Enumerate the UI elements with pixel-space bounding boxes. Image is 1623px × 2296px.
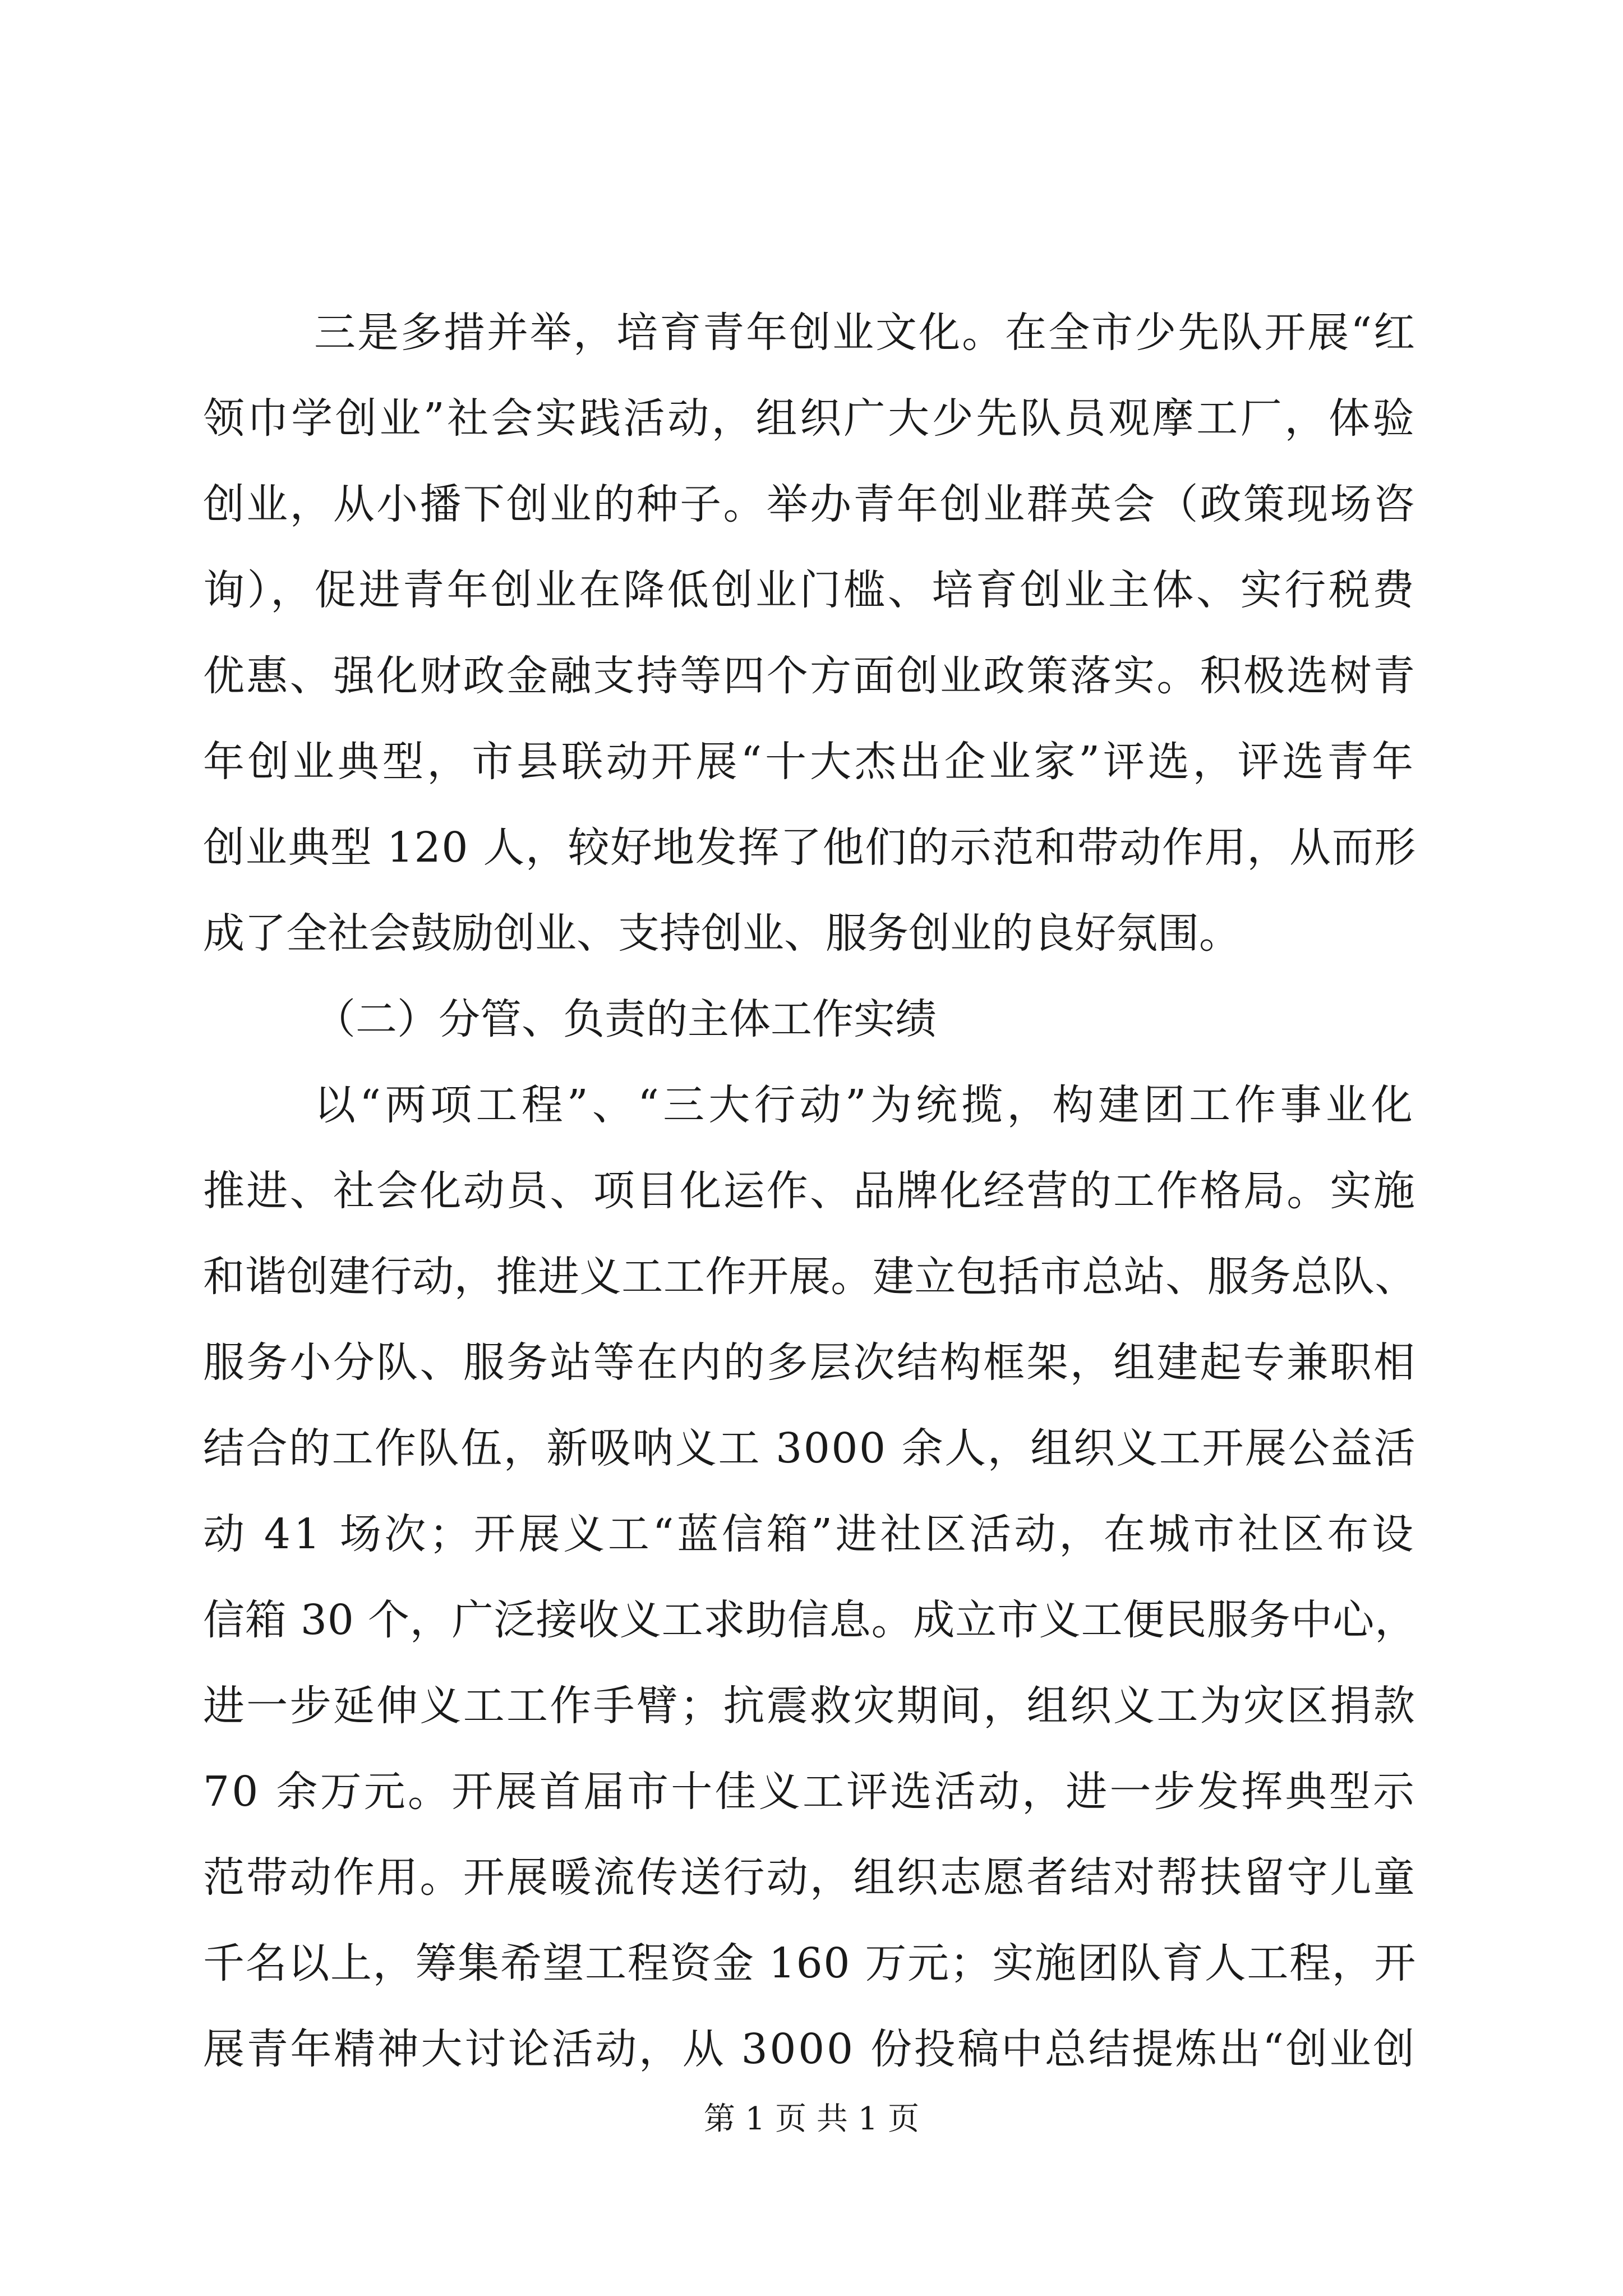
text-line: 成了全社会鼓励创业、支持创业、服务创业的良好氛围。 bbox=[203, 909, 1241, 958]
text-line: 和谐创建行动，推进义工工作开展。建立包括市总站、服务总队、 bbox=[203, 1253, 1417, 1301]
text-line: 70 余万元。开展首届市十佳义工评选活动，进一步发挥典型示 bbox=[203, 1768, 1417, 1816]
text-line: 推进、社会化动员、项目化运作、品牌化经营的工作格局。实施 bbox=[203, 1167, 1417, 1215]
text-line: 领巾学创业”社会实践活动，组织广大少先队员观摩工厂，体验 bbox=[203, 394, 1417, 443]
page-footer: 第 1 页 共 1 页 bbox=[703, 2101, 920, 2137]
text-line: 创业，从小播下创业的种子。举办青年创业群英会（政策现场咨 bbox=[203, 480, 1417, 528]
paragraph-line bbox=[0, 471, 1623, 538]
paragraph-line bbox=[0, 642, 1623, 710]
text-line: 信箱 30 个，广泛接收义工求助信息。成立市义工便民服务中心， bbox=[203, 1596, 1417, 1644]
text-line: 优惠、强化财政金融支持等四个方面创业政策落实。积极选树青 bbox=[203, 652, 1417, 700]
paragraph-line bbox=[0, 1672, 1623, 1740]
paragraph-line bbox=[0, 900, 1623, 967]
paragraph-line bbox=[0, 556, 1623, 624]
text-line: 创业典型 120 人，较好地发挥了他们的示范和带动作用，从而形 bbox=[203, 823, 1417, 872]
heading-text: （二）分管、负责的主体工作实绩 bbox=[314, 995, 937, 1043]
text-line: 三是多措并举，培育青年创业文化。在全市少先队开展“红 bbox=[314, 309, 1417, 357]
paragraph-line bbox=[0, 1329, 1623, 1396]
section-heading bbox=[0, 986, 1623, 1053]
text-line: 服务小分队、服务站等在内的多层次结构框架，组建起专兼职相 bbox=[203, 1338, 1417, 1387]
paragraph-line bbox=[0, 1844, 1623, 1911]
paragraph-line bbox=[0, 728, 1623, 795]
paragraph-line bbox=[0, 1415, 1623, 1482]
paragraph-line bbox=[0, 299, 1623, 366]
paragraph-line bbox=[0, 1501, 1623, 1568]
paragraph-line bbox=[0, 1157, 1623, 1225]
paragraph-line bbox=[0, 1243, 1623, 1310]
paragraph-line bbox=[0, 385, 1623, 452]
text-line: 结合的工作队伍，新吸呐义工 3000 余人，组织义工开展公益活 bbox=[203, 1424, 1417, 1473]
text-line: 年创业典型，市县联动开展“十大杰出企业家”评选，评选青年 bbox=[203, 738, 1417, 786]
text-line: 进一步延伸义工工作手臂；抗震救灾期间，组织义工为灾区捐款 bbox=[203, 1682, 1417, 1730]
text-line: 询），促进青年创业在降低创业门槛、培育创业主体、实行税费 bbox=[203, 566, 1417, 614]
text-line: 展青年精神大讨论活动，从 3000 份投稿中总结提炼出“创业创 bbox=[203, 2025, 1417, 2073]
text-line: 范带动作用。开展暖流传送行动，组织志愿者结对帮扶留守儿童 bbox=[203, 1853, 1417, 1902]
paragraph-line bbox=[0, 2016, 1623, 2083]
text-line: 动 41 场次；开展义工“蓝信箱”进社区活动，在城市社区布设 bbox=[203, 1510, 1417, 1558]
text-line: 以“两项工程”、“三大行动”为统揽，构建团工作事业化 bbox=[314, 1081, 1417, 1129]
paragraph-line bbox=[0, 1071, 1623, 1139]
paragraph-line bbox=[0, 1758, 1623, 1825]
text-line: 千名以上，筹集希望工程资金 160 万元；实施团队育人工程，开 bbox=[203, 1939, 1417, 1987]
paragraph-line bbox=[0, 1586, 1623, 1654]
paragraph-line bbox=[0, 1930, 1623, 1997]
paragraph-line bbox=[0, 814, 1623, 881]
